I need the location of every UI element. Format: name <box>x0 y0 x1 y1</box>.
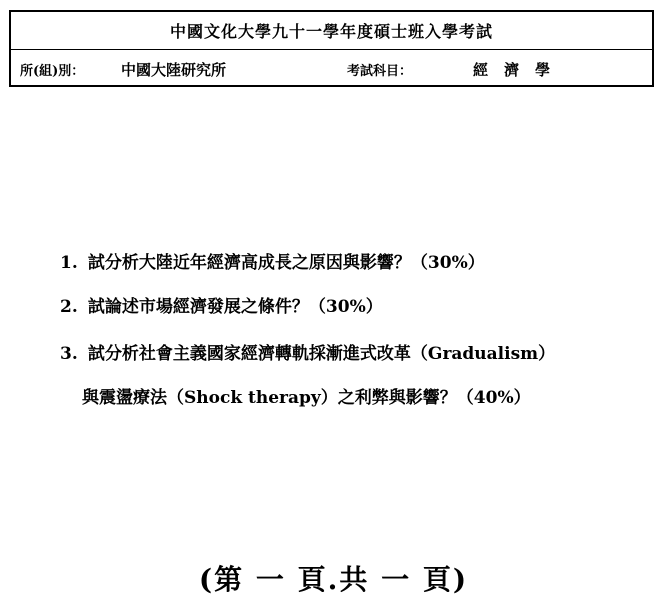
question-3-continuation: 與震盪療法（Shock therapy）之利弊與影響？（40%） <box>82 388 531 408</box>
exam-title: 中國文化大學九十一學年度碩士班入學考試 <box>11 12 652 50</box>
exam-header-box <box>9 10 654 87</box>
question-number: 2. <box>60 297 78 317</box>
department-value: 中國大陸研究所 <box>121 61 227 79</box>
question-1 <box>60 248 485 273</box>
question-3 <box>60 339 555 364</box>
subject-label: 考試科目： <box>347 64 413 79</box>
question-text: 試論述市場經濟發展之條件？（30%） <box>87 297 383 317</box>
exam-info-row <box>11 50 652 87</box>
question-text: 試分析大陸近年經濟高成長之原因與影響？（30%） <box>87 253 485 273</box>
question-2 <box>60 292 383 317</box>
question-number: 3. <box>60 344 78 364</box>
department-label: 所(組)別： <box>20 64 85 79</box>
subject-value: 經濟學 <box>473 61 567 79</box>
question-text: 試分析社會主義國家經濟轉軌採漸進式改革（Gradualism） <box>87 344 556 364</box>
question-number: 1. <box>60 253 78 273</box>
page-footer: (第 一 頁.共 一 頁) <box>198 563 469 596</box>
